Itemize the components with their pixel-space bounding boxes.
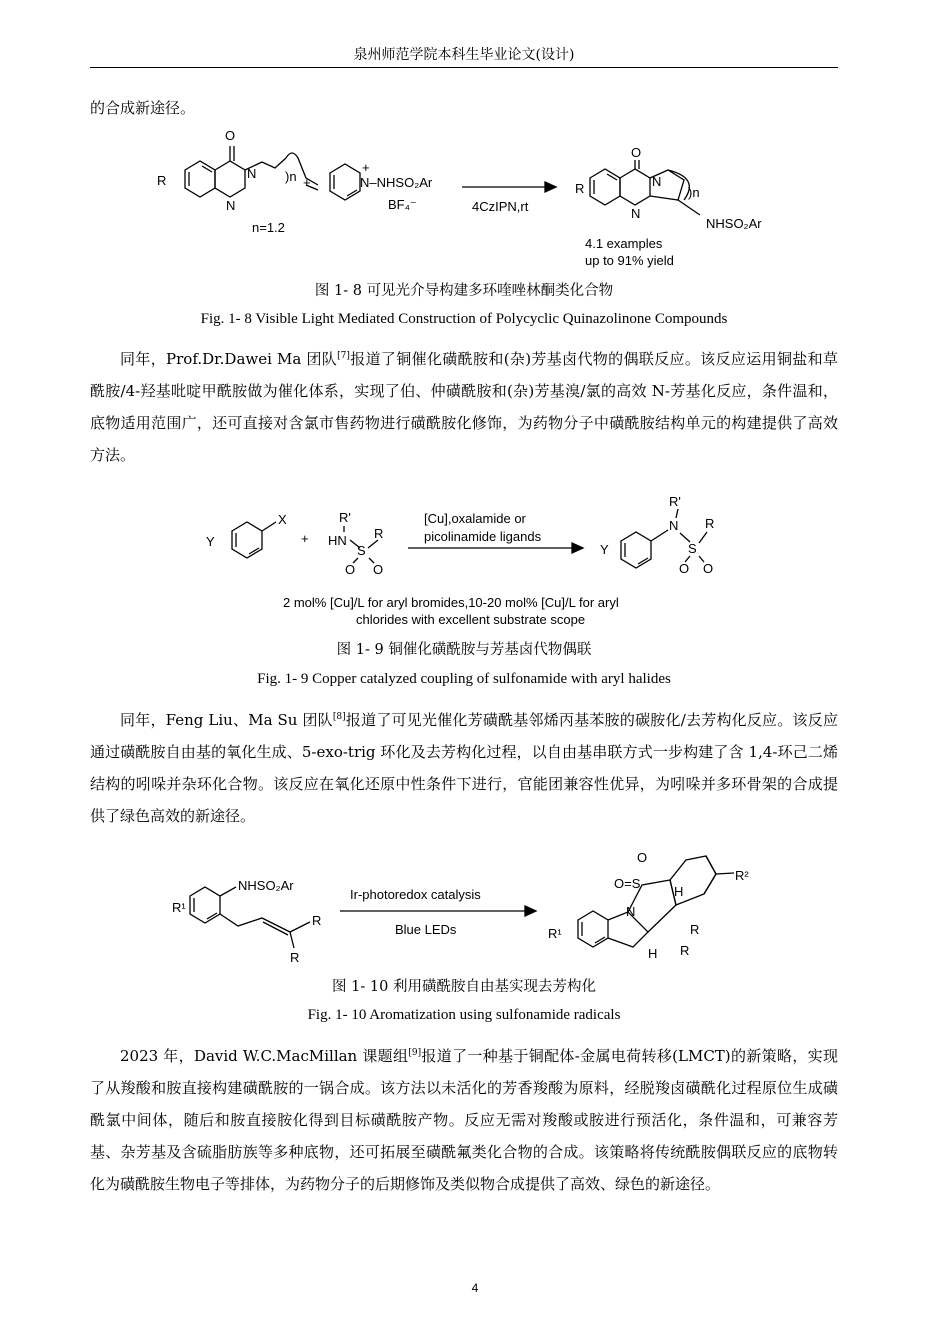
product-n1: N (631, 206, 641, 221)
paragraph-text: 同年，Prof.Dr.Dawei Ma 团队 (120, 350, 338, 368)
paragraph-text: 报道了一种基于铜配体-金属电荷转移(LMCT)的新策略，实现了从羧酸和胺直接构建磺酰胺的一锅合成。该方法以未活化的芳香羧酸为原料，经脱羧卤磺酰化过程原位生成磺酰氯中间体，随后和胺直接胺化得到目标磺酰胺产物。反应无需对羧酸或胺进行预活化，条件温和，可兼容芳基、杂芳基及含硫脂肪族等多种底物，还可拓展至磺酰氟类化合物的合成。该策略将传统酰胺偶联反应的底物转化为磺酰胺生物电子等排体，为药物分子的后期修饰及类似物合成提供了高效、绿色的新途径。 (90, 1047, 838, 1193)
conditions-line-2: picolinamide ligands (424, 529, 542, 544)
product-n-subscript: )n (688, 185, 700, 200)
scope-note-1: 2 mol% [Cu]/L for aryl bromides,10-20 mol% [Cu]/L for aryl (283, 595, 619, 610)
y-label: Y (206, 534, 215, 549)
plus-charge: + (362, 160, 370, 175)
paragraph-text: 报道了铜催化磺酰胺和(杂)芳基卤代物的偶联反应。该反应运用铜盐和草酰胺/4-羟基吡啶甲酰胺做为催化体系，实现了伯、仲磺酰胺和(杂)芳基溴/氯的高效 N-芳基化反应，条件温和，底物适用范围广，还可直接对含氯市售药物进行磺酰胺化修饰，为药物分子中磺酰胺结构单元的构建提供了高效方法。 (90, 350, 838, 464)
product-carbonyl-o: O (631, 145, 642, 160)
r-label-b: R (290, 950, 300, 965)
product-r-label: R (705, 516, 715, 531)
conditions-line-1: [Cu],oxalamide or (424, 511, 526, 526)
conditions-line-2: Blue LEDs (395, 922, 457, 937)
r1-label: R¹ (172, 900, 186, 915)
product-nhso2ar: NHSO₂Ar (706, 216, 762, 231)
citation-ref: [7] (337, 351, 350, 361)
indoline-n-label: N (626, 904, 636, 919)
r-label-a: R (312, 913, 322, 928)
paragraph-text: 2023 年，David W.C.MacMillan 课题组 (120, 1047, 409, 1065)
figure-1-9-caption-en: Fig. 1- 9 Copper catalyzed coupling of sulfonamide with aryl halides (257, 671, 671, 687)
sulfonyl-os-label: O=S (614, 876, 641, 891)
yield-line-2: up to 91% yield (585, 253, 674, 268)
page-number: 4 (471, 1281, 479, 1295)
carbonyl-o-label: O (225, 128, 236, 143)
plus-sign: + (303, 175, 311, 190)
n1-label: N (226, 198, 236, 213)
ring-junction-h2: H (648, 946, 658, 961)
pyridinium-reagent: N–NHSO₂Ar (360, 175, 433, 190)
figure-1-8-caption-en: Fig. 1- 8 Visible Light Mediated Construction of Polycyclic Quinazolinone Compounds (200, 311, 728, 327)
r-label: R (374, 526, 384, 541)
figure-1-10-caption-cn: 图 1- 10 利用磺酰胺自由基实现去芳构化 (332, 979, 596, 995)
r-label: R (157, 173, 167, 188)
paragraph-continuation: 的合成新途径。 (90, 99, 196, 117)
running-header: 泉州师范学院本科生毕业论文(设计) (353, 47, 575, 63)
product-o-label-1: O (679, 561, 690, 576)
x-label: X (278, 512, 287, 527)
conditions-line-1: Ir-photoredox catalysis (350, 887, 481, 902)
hn-label: HN (328, 533, 347, 548)
yield-line-1: 4.1 examples (585, 236, 663, 251)
figure-1-9-caption-cn: 图 1- 9 铜催化磺酰胺与芳基卤代物偶联 (336, 642, 592, 658)
product-r-label: R (575, 181, 585, 196)
o-label-1: O (345, 562, 356, 577)
paragraph-text: 同年，Feng Liu、Ma Su 团队 (120, 711, 333, 729)
nhso2ar-label: NHSO₂Ar (238, 878, 294, 893)
reaction-conditions: 4CzIPN,rt (472, 199, 529, 214)
r2-label: R² (735, 868, 749, 883)
o-label-2: O (373, 562, 384, 577)
bf4-label: BF₄⁻ (388, 197, 417, 212)
product-r-prime: R' (669, 494, 681, 509)
product-o-label-2: O (703, 561, 714, 576)
s-label: S (357, 543, 366, 558)
sulfonyl-top-o: O (637, 850, 648, 865)
n3-label: N (247, 166, 257, 181)
ring-junction-h1: H (674, 884, 684, 899)
product-r-label-b: R (680, 943, 690, 958)
product-s-label: S (688, 541, 697, 556)
product-r-label-a: R (690, 922, 700, 937)
citation-ref: [9] (408, 1048, 422, 1058)
figure-1-8-caption-cn: 图 1- 8 可见光介导构建多环喹唑林酮类化合物 (314, 283, 614, 299)
paragraph-macmillan (90, 1040, 838, 1200)
product-n3: N (652, 174, 662, 189)
citation-ref: [8] (332, 712, 346, 722)
product-r1-label: R¹ (548, 926, 562, 941)
product-y-label: Y (600, 542, 609, 557)
product-n-label: N (669, 518, 679, 533)
n-value: n=1.2 (252, 220, 285, 235)
scope-note-2: chlorides with excellent substrate scope (356, 612, 586, 627)
paragraph-text: 报道了可见光催化芳磺酰基邻烯丙基苯胺的碳胺化/去芳构化反应。该反应通过磺酰胺自由基的氧化生成、5-exo-trig 环化及去芳构化过程，以自由基串联方式一步构建了含 1,4-环己二烯结构的吲哚并杂环化合物。该反应在氧化还原中性条件下进行，官能团兼容性优异，为吲哚并多环骨架的合成提供了绿色高效的新途径。 (90, 711, 838, 825)
r-prime-label: R' (339, 510, 351, 525)
figure-1-10-caption-en: Fig. 1- 10 Aromatization using sulfonamide radicals (307, 1007, 621, 1023)
plus-sign: + (301, 531, 309, 546)
n-subscript: )n (285, 169, 297, 184)
